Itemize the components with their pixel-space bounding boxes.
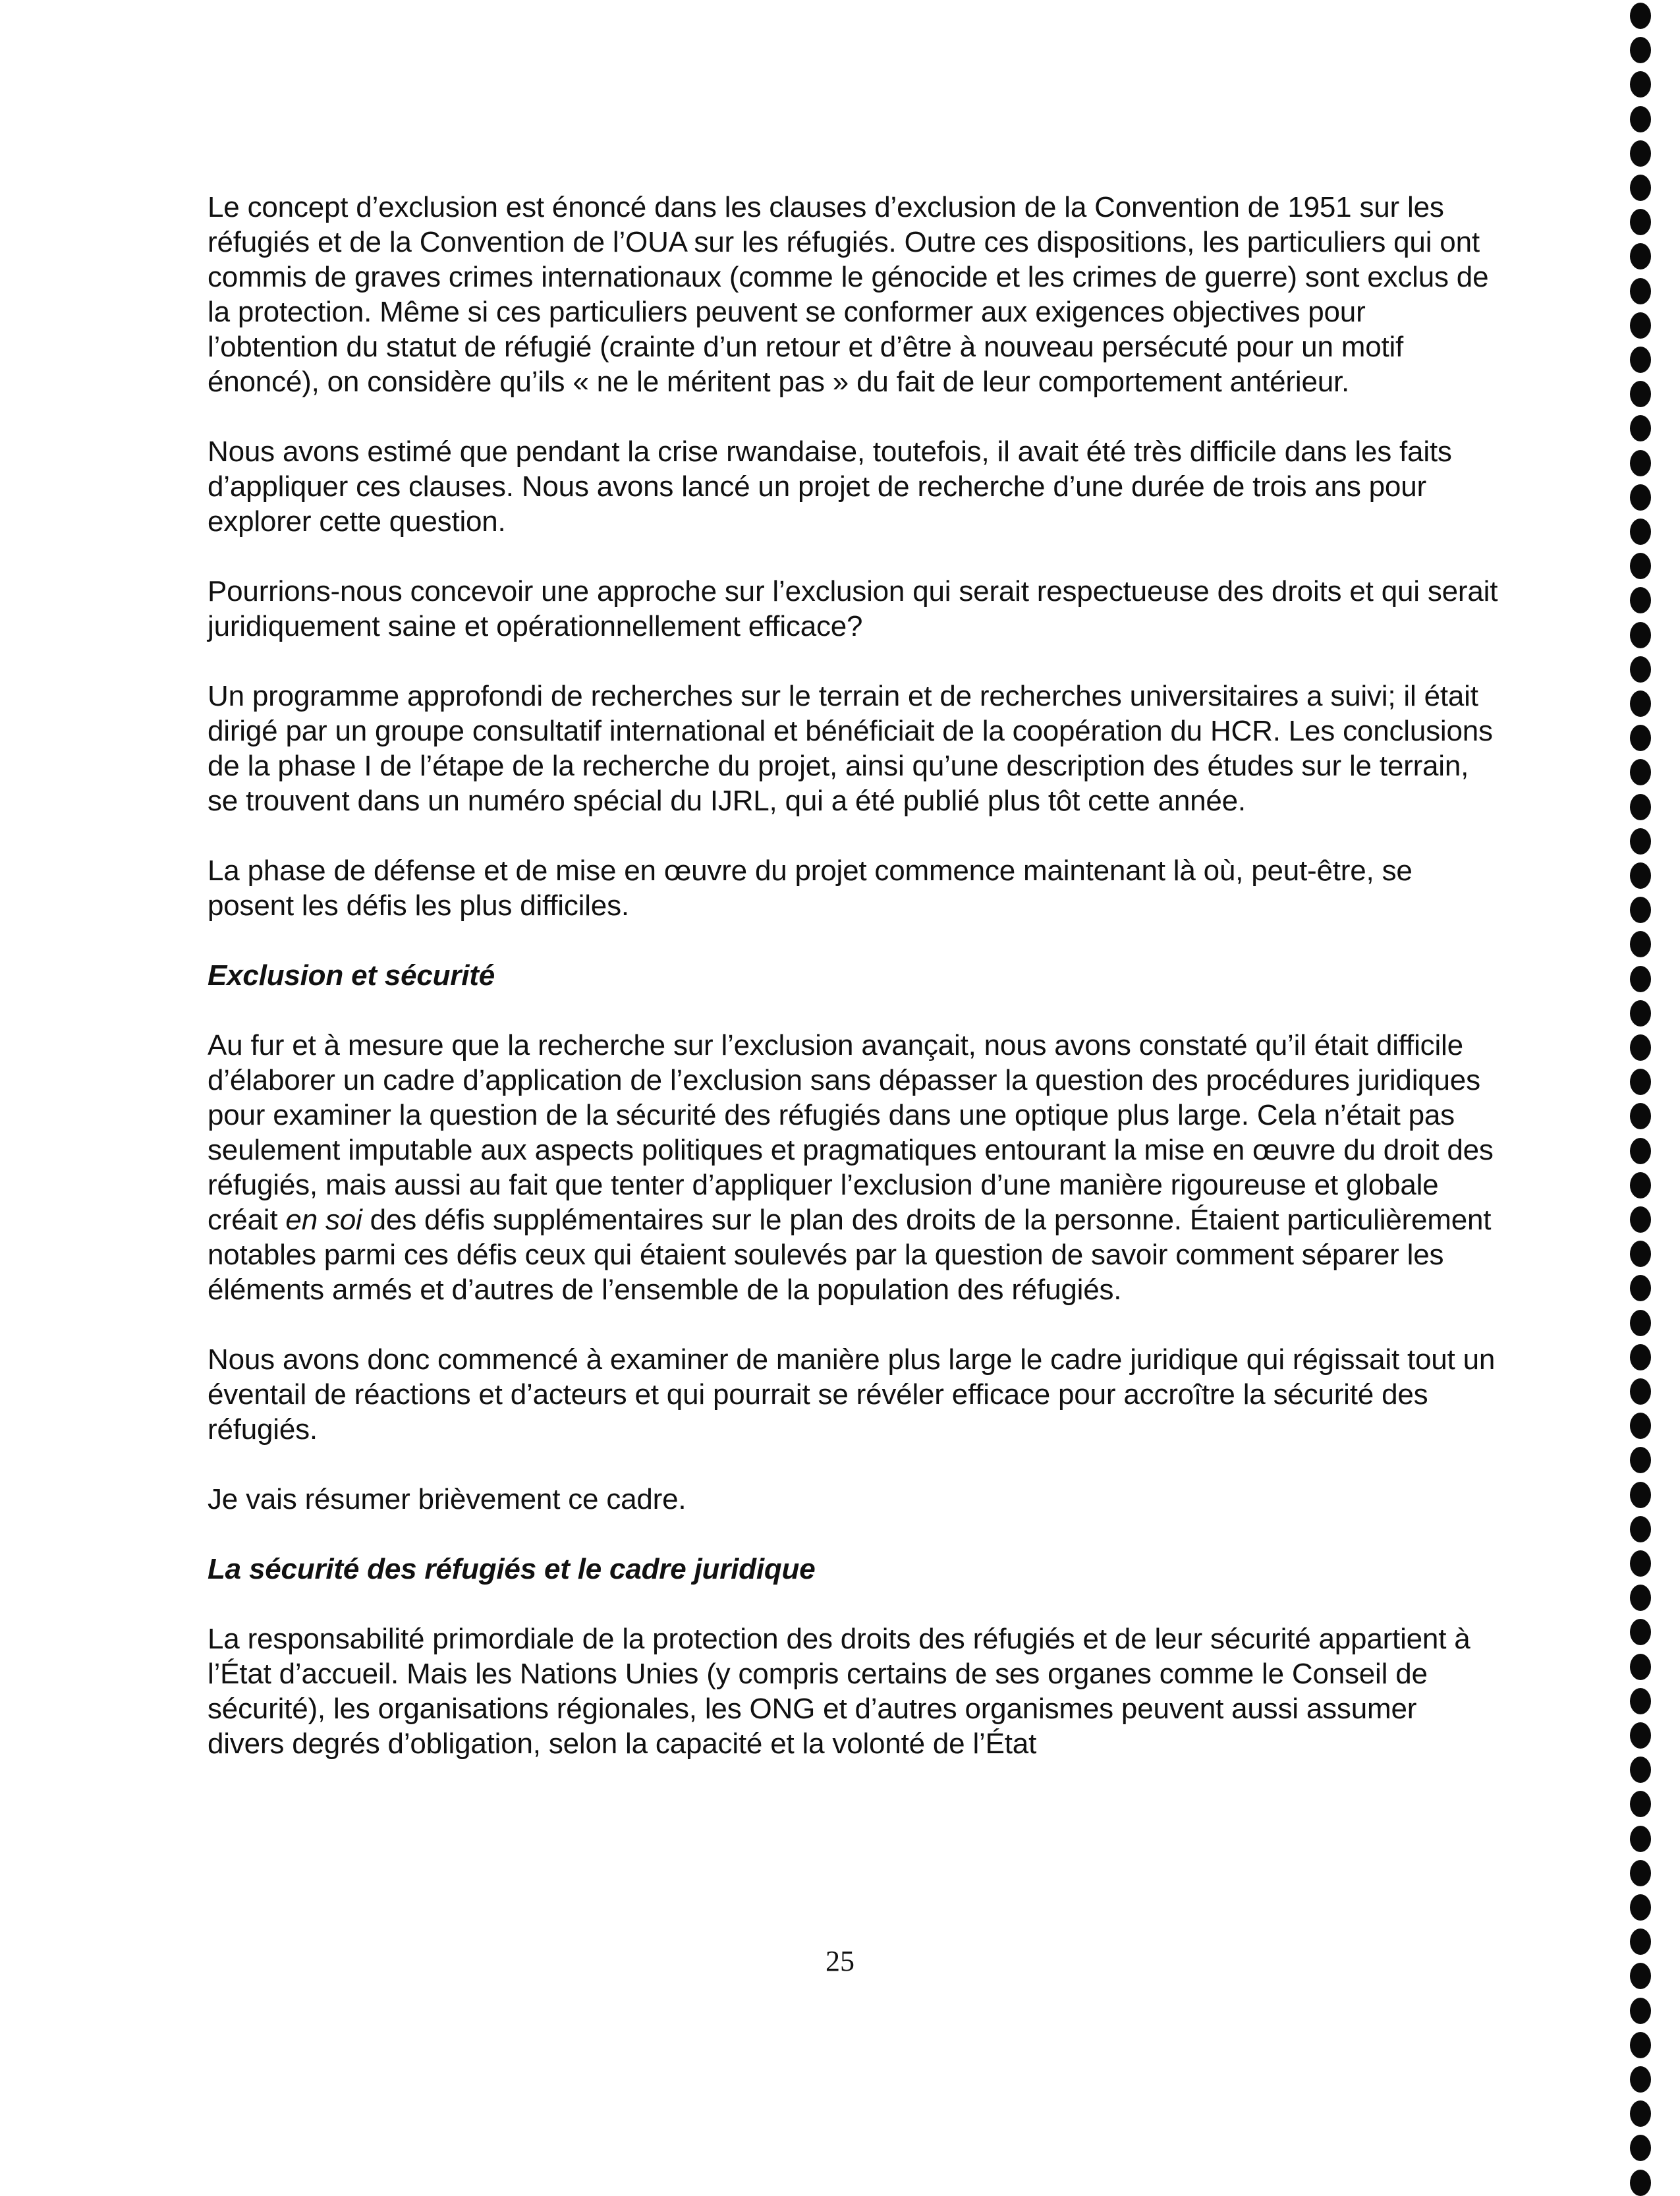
binding-hole xyxy=(1630,828,1651,855)
binding-hole xyxy=(1630,209,1651,235)
binding-hole xyxy=(1630,1344,1651,1370)
binding-hole xyxy=(1630,553,1651,579)
binding-hole xyxy=(1630,1206,1651,1233)
binding-hole xyxy=(1630,2032,1651,2058)
paragraph-exclusion-framework xyxy=(208,1028,1499,1307)
paragraph-research-program: Un programme approfondi de recherches sur le terrain et de recherches universitaires a suivi; il était dirigé par un groupe consultatif international et bénéficiait de la coopération du HCR. Les conclusions de la phase I de l’étape de la recherche du projet, ainsi qu’une description des études sur le terrain, se trouvent dans un numéro spécial du IJRL, qui a été publié plus tôt cette année. xyxy=(208,680,1493,817)
binding-hole xyxy=(1630,862,1651,889)
binding-hole xyxy=(1630,1550,1651,1577)
paragraph-exclusion-concept: Le concept d’exclusion est énoncé dans les clauses d’exclusion de la Convention de 1951 sur les réfugiés et de la Convention de l’OUA sur les réfugiés. Outre ces dispositions, les particuliers qui ont commis de graves crimes internationaux (comme le génocide et les crimes de guerre) sont exclus de la protection. Même si ces particuliers peuvent se conformer aux exigences objectives pour l’obtention du statut de réfugié (crainte d’un retour et d’être à nouveau persécuté pour un motif énoncé), on considère qu’ils « ne le méritent pas » du fait de leur comportement antérieur. xyxy=(208,191,1489,398)
binding-hole xyxy=(1630,2170,1651,2196)
binding-hole xyxy=(1630,278,1651,304)
binding-hole xyxy=(1630,1722,1651,1749)
binding-hole xyxy=(1630,37,1651,63)
binding-hole xyxy=(1630,1688,1651,1714)
emphasis-en-soi: en soi xyxy=(285,1204,362,1236)
binding-hole xyxy=(1630,1998,1651,2024)
binding-hole xyxy=(1630,1378,1651,1405)
binding-hole xyxy=(1630,1929,1651,1955)
binding-hole xyxy=(1630,1757,1651,1783)
binding-hole xyxy=(1630,966,1651,992)
binding-hole xyxy=(1630,931,1651,957)
binding-hole xyxy=(1630,690,1651,717)
binding-hole xyxy=(1630,106,1651,132)
binding-hole xyxy=(1630,1791,1651,1817)
paragraph-research-question: Pourrions-nous concevoir une approche sur l’exclusion qui serait respectueuse des droits et qui serait juridiquement saine et opérationnellement efficace? xyxy=(208,575,1498,642)
binding-hole xyxy=(1630,622,1651,648)
binding-hole xyxy=(1630,1172,1651,1198)
binding-hole xyxy=(1630,71,1651,98)
binding-hole xyxy=(1630,2066,1651,2093)
binding-hole xyxy=(1630,1241,1651,1267)
binding-hole xyxy=(1630,1447,1651,1473)
binding-hole xyxy=(1630,1585,1651,1611)
paragraph-host-state-responsibility: La responsabilité primordiale de la protection des droits des réfugiés et de leur sécurité appartient à l’État d’accueil. Mais les Nations Unies (y compris certains de ses organes comme le Conseil de sécurité), les organisations régionales, les ONG et d’autres organismes peuvent aussi assumer divers degrés d’obligation, selon la capacité et la volonté de l’État xyxy=(208,1623,1470,1760)
paragraph-legal-framework: Nous avons donc commencé à examiner de manière plus large le cadre juridique qui régissait tout un éventail de réactions et d’acteurs et qui pourrait se révéler efficace pour accroître la sécurité des réfugiés. xyxy=(208,1343,1496,1446)
binding-hole xyxy=(1630,897,1651,923)
binding-hole xyxy=(1630,587,1651,613)
binding-hole xyxy=(1630,140,1651,167)
binding-hole xyxy=(1630,1860,1651,1886)
binding-hole xyxy=(1630,1138,1651,1164)
binding-hole xyxy=(1630,415,1651,441)
document-body xyxy=(208,190,1499,1761)
binding-hole xyxy=(1630,519,1651,545)
binding-hole xyxy=(1630,243,1651,269)
binding-hole xyxy=(1630,1103,1651,1129)
binding-hole xyxy=(1630,1413,1651,1439)
heading-exclusion-security: Exclusion et sécurité xyxy=(208,959,495,992)
binding-hole xyxy=(1630,450,1651,476)
binding-hole xyxy=(1630,1826,1651,1852)
binding-hole xyxy=(1630,1894,1651,1921)
binding-hole xyxy=(1630,1516,1651,1542)
paragraph-rwandan-crisis: Nous avons estimé que pendant la crise rwandaise, toutefois, il avait été très difficile dans les faits d’appliquer ces clauses. Nous avons lancé un projet de recherche d’une durée de trois ans pour explorer cette question. xyxy=(208,436,1452,538)
binding-hole xyxy=(1630,484,1651,511)
binding-hole xyxy=(1630,3,1651,29)
binding-hole xyxy=(1630,1069,1651,1095)
binding-hole xyxy=(1630,312,1651,339)
paragraph-defense-phase: La phase de défense et de mise en œuvre du projet commence maintenant là où, peut-être, se posent les défis les plus difficiles. xyxy=(208,855,1413,922)
page-number: 25 xyxy=(826,1945,854,1977)
binding-hole xyxy=(1630,1034,1651,1061)
paragraph-summary-intro: Je vais résumer brièvement ce cadre. xyxy=(208,1483,686,1515)
heading-refugee-security-legal: La sécurité des réfugiés et le cadre juridique xyxy=(208,1553,816,1585)
binding-hole xyxy=(1630,2100,1651,2127)
paragraph-exclusion-framework-part2: des défis supplémentaires sur le plan des droits de la personne. Étaient particulièrement notables parmi ces défis ceux qui étaient soulevés par la question de savoir comment séparer les éléments armés et d’autres de l’ensemble de la population des réfugiés. xyxy=(208,1204,1492,1306)
binding-hole xyxy=(1630,759,1651,785)
binding-hole xyxy=(1630,1275,1651,1301)
binding-hole xyxy=(1630,381,1651,407)
binding-hole xyxy=(1630,1963,1651,1989)
binding-hole xyxy=(1630,175,1651,201)
binding-hole xyxy=(1630,1619,1651,1645)
binding-hole xyxy=(1630,2135,1651,2161)
binding-hole xyxy=(1630,725,1651,751)
spiral-binding-holes xyxy=(1625,0,1656,2183)
binding-hole xyxy=(1630,347,1651,373)
paragraph-exclusion-framework-part1: Au fur et à mesure que la recherche sur l’exclusion avançait, nous avons constaté qu’il était difficile d’élaborer un cadre d’application de l’exclusion sans dépasser la question des procédures juridiques pour examiner la question de la sécurité des réfugiés dans une optique plus large. Cela n’était pas seulement imputable aux aspects politiques et pragmatiques entourant la mise en œuvre du droit des réfugiés, mais aussi au fait que tenter d’appliquer l’exclusion d’une manière rigoureuse et globale créait xyxy=(208,1029,1494,1236)
binding-hole xyxy=(1630,1654,1651,1680)
binding-hole xyxy=(1630,1000,1651,1027)
binding-hole xyxy=(1630,1482,1651,1508)
binding-hole xyxy=(1630,1310,1651,1336)
binding-hole xyxy=(1630,794,1651,820)
binding-hole xyxy=(1630,656,1651,683)
